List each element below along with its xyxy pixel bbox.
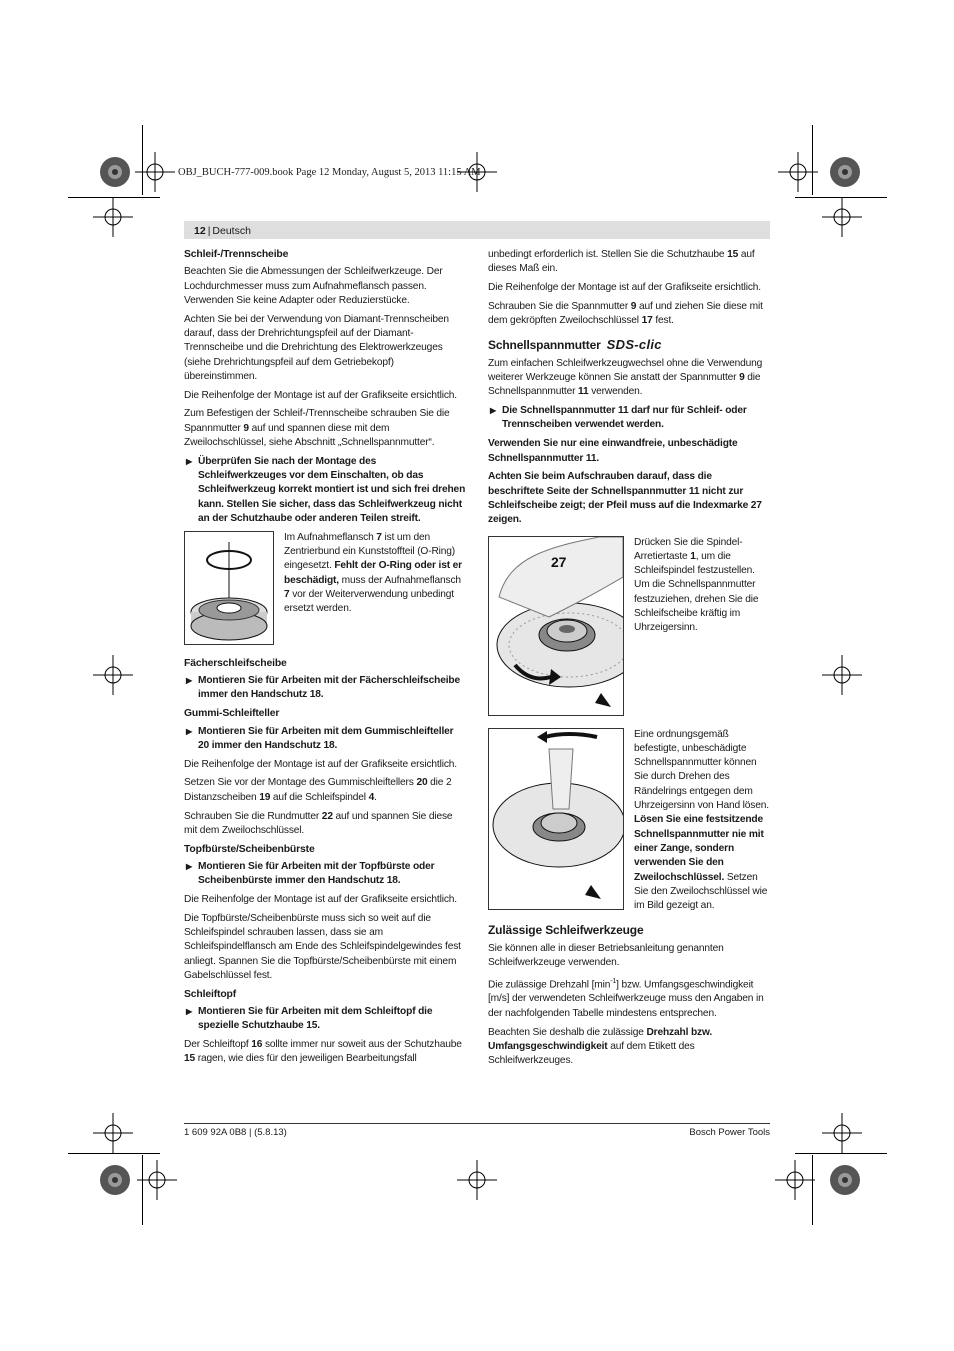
paragraph: Die Reihenfolge der Montage ist auf der Grafikseite ersichtlich. [184,758,457,770]
paragraph: Zum einfachen Schleifwerkzeugwechsel ohne die Verwendung weiterer Werkzeuge können Sie anstatt der Spannmutter 9 die Schnellspannmutter 11 verwenden. [488,357,763,398]
paragraph: Die Topfbürste/Scheibenbürste muss sich so weit auf die Schleifspindel schrauben lassen, dass sie am Schleifspindelflansch am Ende des Schleifspindelgewindes fest anliegt. Spannen Sie die Topfbürste/Scheibenbürste mit einem Gabelschlüssel fest. [184,912,461,981]
paragraph: Beachten Sie die Abmessungen der Schleifwerkzeuge. Der Lochdurchmesser muss zum Aufnahmeflansch passen. Verwenden Sie keine Adapter oder Reduzierstücke. [184,266,443,306]
paragraph: Beachten Sie deshalb die zulässige Drehzahl bzw. Umfangsgeschwindigkeit auf dem Etikett des Schleifwerkzeuges. [488,1026,713,1067]
heading-topfbuerste: Topfbürste/Scheibenbürste [184,843,315,855]
bullet-arrow-icon: ▶ [186,1007,193,1017]
crop-mark [812,1155,813,1225]
warning-bullet: ▶ Montieren Sie für Arbeiten mit dem Schleiftopf die spezielle Schutzhaube 15. [186,1006,433,1032]
loosen-nut-illustration [488,728,624,910]
crop-mark [68,197,160,198]
page-number: 12 [194,225,206,237]
registration-mark-icon [95,1160,135,1200]
paragraph: Schrauben Sie die Spannmutter 9 auf und ziehen Sie diese mit dem gekröpften Zweilochschlüssel 17 fest. [488,300,763,327]
bullet-arrow-icon: ▶ [186,861,193,871]
crosshair-icon [135,152,175,192]
right-column [488,248,770,1073]
footer-brand: Bosch Power Tools [689,1127,770,1138]
crosshair-icon [93,655,133,695]
figure-caption: Im Aufnahmeflansch 7 ist um den Zentrierbund ein Kunststoffteil (O-Ring) eingesetzt. Fehlt der O-Ring oder ist er beschädigt, muss der Aufnahmeflansch 7 vor der Weiterverwendung unbedingt ersetzt werden. [284,531,462,615]
paragraph: Sie können alle in dieser Betriebsanleitung genannten Schleifwerkzeuge verwenden. [488,942,724,968]
o-ring-flange-illustration [184,531,274,645]
heading-zulaessige-schleifwerkzeuge: Zulässige Schleifwerkzeuge [488,923,644,938]
warning-bullet: ▶ Überprüfen Sie nach der Montage des Schleifwerkzeuges vor dem Einschalten, ob das Schleifwerkzeug korrekt montiert ist und sich frei drehen kann. Stellen Sie sicher, dass das Schleifwerkzeug nicht an der Schutzhaube oder anderen Teilen streift. [186,455,466,525]
bullet-arrow-icon: ▶ [186,456,193,466]
paragraph: unbedingt erforderlich ist. Stellen Sie die Schutzhaube 15 auf dieses Maß ein. [488,249,755,275]
figure-caption: Eine ordnungsgemäß befestigte, unbeschädigte Schnellspannmutter können Sie durch Drehen des Rändelrings entgegen dem Uhrzeigersinn von Hand lösen. Lösen Sie eine festsitzende Schnellspannmutter nie mit einer Zange, sondern verwenden Sie den Zweilochschlüssel. Setzen Sie den Zweilochschlüssel wie im Bild gezeigt an. [634,728,769,912]
crosshair-icon [93,197,133,237]
crosshair-icon [822,1113,862,1153]
header-separator: | [207,225,211,237]
crop-mark [812,125,813,195]
figure-tighten [488,536,770,716]
heading-schleiftopf: Schleiftopf [184,988,237,1000]
heading-schleif-trennscheibe: Schleif-/Trennscheibe [184,249,289,260]
paragraph: Schrauben Sie die Rundmutter 22 auf und spannen Sie diese mit dem Zweilochschlüssel. [184,810,453,836]
registration-mark-icon [95,152,135,192]
registration-mark-icon [825,152,865,192]
crosshair-icon [93,1113,133,1153]
registration-mark-icon [825,1160,865,1200]
warning-bullet: ▶ Montieren Sie für Arbeiten mit der Topfbürste oder Scheibenbürste immer den Handschutz 18. [186,860,435,887]
figure-label-27: 27 [551,553,567,570]
warning-bullet: ▶ Die Schnellspannmutter 11 darf nur für Schleif- oder Trennscheiben verwendet werden. [490,405,747,431]
paragraph: Die Reihenfolge der Montage ist auf der Grafikseite ersichtlich. [184,389,457,401]
bullet-arrow-icon: ▶ [490,406,497,416]
bold-paragraph: Achten Sie beim Aufschrauben darauf, dass die beschriftete Seite der Schnellspannmutter 11 nicht zur Schleifscheibe zeigt; der Pfeil muss auf die Indexmarke 27 zeigen. [488,471,762,526]
heading-faecherschleifscheibe: Fächerschleifscheibe [184,657,287,669]
warning-bullet: ▶ Montieren Sie für Arbeiten mit dem Gummischleifteller 20 immer den Handschutz 18. [186,725,454,751]
crosshair-icon [457,152,497,192]
crop-mark [142,125,143,195]
footer-doc-number: 1 609 92A 0B8 | (5.8.13) [184,1127,287,1138]
crop-mark [795,1153,887,1154]
crop-mark [795,197,887,198]
paragraph: Der Schleiftopf 16 sollte immer nur soweit aus der Schutzhaube 15 ragen, wie dies für den jeweiligen Bearbeitungsfall [184,1039,462,1065]
figure-caption: Drücken Sie die Spindel-Arretiertaste 1, um die Schleifspindel festzustellen. Um die Schnellspannmutter festzuziehen, drehen Sie die Schleifscheibe kräftig im Uhrzeigersinn. [634,536,759,634]
crop-mark [68,1153,160,1154]
page-header [184,221,770,239]
warning-bullet: ▶ Montieren Sie für Arbeiten mit der Fächerschleifscheibe immer den Handschutz 18. [186,675,460,701]
crosshair-icon [137,1160,177,1200]
bullet-arrow-icon: ▶ [186,676,193,686]
paragraph: Die Reihenfolge der Montage ist auf der Grafikseite ersichtlich. [184,894,457,905]
figure-o-ring [184,531,466,645]
crosshair-icon [822,197,862,237]
crosshair-icon [822,655,862,695]
paragraph: Die zulässige Drehzahl $[\min^{-1}]$ bzw. Umfangsgeschwindigkeit [m/s] der verwendeten Schleifwerkzeuge muss den Angaben in der nachfolgenden Tabelle mindestens entsprechen. [488,977,764,1019]
paragraph: Die Reihenfolge der Montage ist auf der Grafikseite ersichtlich. [488,282,761,294]
footer-rule [184,1123,770,1124]
crosshair-icon [457,1160,497,1200]
crop-mark [142,1155,143,1225]
paragraph: Zum Befestigen der Schleif-/Trennscheibe schrauben Sie die Spannmutter 9 auf und spannen diese mit dem Zweilochschlüssel, siehe Abschnitt „Schnellspannmutter“. [184,408,450,449]
paragraph: Achten Sie bei der Verwendung von Diamant-Trennscheiben darauf, dass der Drehrichtungspfeil auf der Diamant-Trennscheibe und die Drehrichtung des Elektrowerkzeuges (siehe Drehrichtungspfeil auf dem Getriebekopf) übereinstimmen. [184,313,449,382]
figure-loosen [488,728,770,914]
tighten-nut-illustration [488,536,624,716]
print-header: OBJ_BUCH-777-009.book Page 12 Monday, August 5, 2013 11:15 AM [178,167,481,178]
sds-clic-logo: SDS-clic [606,337,662,353]
bullet-arrow-icon: ▶ [186,726,193,736]
paragraph: Setzen Sie vor der Montage des Gummischleiftellers 20 die 2 Distanzscheiben 19 auf die Schleifspindel 4. [184,777,452,803]
crosshair-icon [775,1160,815,1200]
bold-paragraph: Verwenden Sie nur eine einwandfreie, unbeschädigte Schnellspannmutter 11. [488,438,738,464]
heading-gummi-schleifteller: Gummi-Schleifteller [184,708,280,720]
heading-schnellspannmutter: Schnellspannmutter SDS-clic [488,337,662,353]
section-name: Deutsch [212,225,251,237]
left-column [184,248,466,1071]
